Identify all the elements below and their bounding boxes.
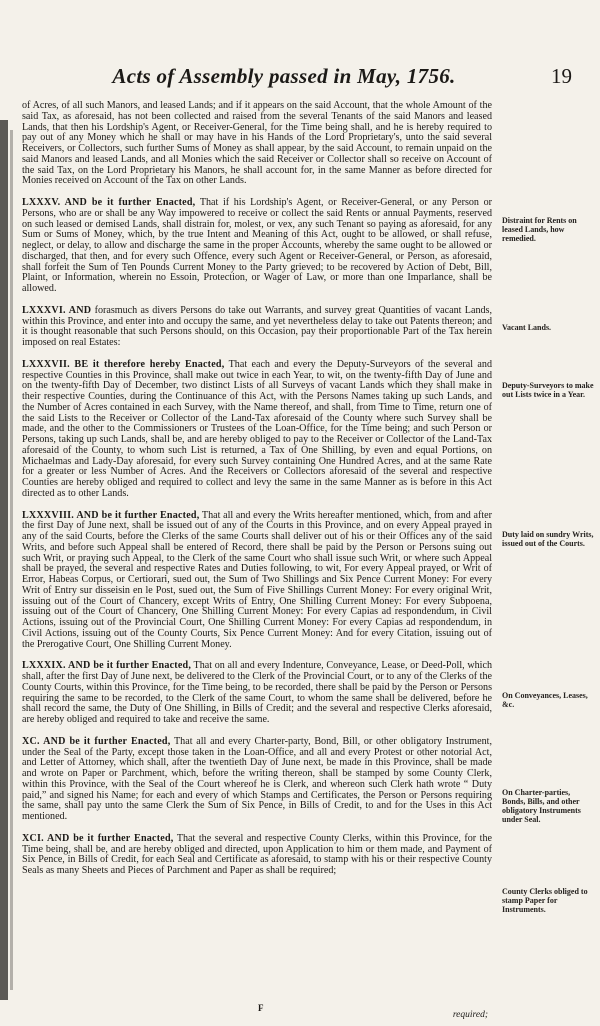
section-heading: XC. AND be it further Enacted,	[22, 735, 171, 747]
section-lxxxvi	[22, 306, 492, 349]
margin-note-county-clerks: County Clerks obliged to stamp Paper for Instruments.	[502, 887, 588, 914]
paragraph-text: That the several and respective County Clerks, within this Province, for the Time being, shall be, and are hereby obliged and directed, upon Application to him or them made, and Payment of Six Pence, in Bills of Credit, for each Seal and Certificate as aforesaid, to stamp with his or their respective County Seals as many Sheets and Pieces of Parchment and Paper as shall be required;	[22, 832, 493, 876]
paragraph-text: of Acres, of all such Manors, and leased Lands; and if it appears on the said Account, that the whole Amount of the said Tax, as aforesaid, has not been collected and raised from the several Tenants of the said Manors and leased Lands, that then his Lordship's Agent, or Receiver-General, for the Time being shall, and he is hereby required to pay out of any Money which he shall or may have in his Hands of the Lord Proprietary's, unto the said several Receivers, or Collectors, such further Sums of Money as shall appear, by the said Account, to remain unpaid on the said Manors and leased Lands, and all Monies which the said Receiver or Collector shall so receive on Account of the said Tax, on the Lord Proprietary his Manors, he shall account for, in the same Manner as before directed for Monies received on Account of the Tax on other Lands.	[22, 100, 492, 187]
section-lxxxix	[22, 661, 492, 726]
section-heading: XCI. AND be it further Enacted,	[22, 832, 174, 844]
paragraph-text: That all and every the Writs hereafter mentioned, which, from and after the first Day of June next, shall be issued out of any of the Courts in this Province, and on every Appeal prayed in any of the said Courts, before the Clerks of the same Courts shall deliver out of his or their Offices any of the said Writs, and before such Appeal shall be entered of Record, there shall be paid by the Person or Persons suing out such Writ, or praying such Appeal, to the Clerk of the same Court who shall issue such Writ, or where such Appeal shall be prayed, the several and respective Rates and Duties following, to wit, For every Appeal prayed, or Writ of Error, Habeas Corpus, or Certiorari, sued out, the Sum of Two Shillings and Six Pence Current Money: For every Writ of Entry sur disseisin en le Post, sued out, the Sum of Five Shillings Current Money: For every original Writ, issuing out of the Court of Chancery, except Writs of Entry, One Shilling Current Money: For every Subpoena, issuing out of the Court of Chancery, One Shilling Current Money: For every Capias ad respondendum, in Civil Actions, issuing out of the Provincial Court, One Shilling Current Money: For every Capias ad respondendum, in Civil Actions, issuing out of the County Courts, Six Pence Current Money: And for every Citation, issuing out of the Prerogative Court, One Shilling Current Money.	[22, 509, 492, 650]
section-heading: LXXXVIII. AND be it further Enacted,	[22, 509, 200, 521]
section-xc	[22, 737, 492, 823]
margin-note-writs: Duty laid on sundry Writs, issued out of the Courts.	[502, 530, 594, 548]
binding-shadow	[10, 130, 13, 990]
paragraph-text: forasmuch as divers Persons do take out Warrants, and survey great Quantities of vacant Lands, within this Province, and enter into and occupy the same, and yet nevertheless delay to take out Patents thereon; and it is thought reasonable that such Persons should, on this Occasion, pay their proportionable Part of the Tax herein imposed on real Estates:	[22, 304, 492, 348]
margin-note-vacant-lands: Vacant Lands.	[502, 323, 552, 332]
section-lxxxvii	[22, 360, 492, 500]
section-lxxxv	[22, 198, 492, 295]
margin-note-conveyances: On Conveyances, Leases, &c.	[502, 691, 588, 709]
running-title: Acts of Assembly passed in May, 1756.	[112, 64, 456, 88]
margin-note-charter-parties: On Charter-parties, Bonds, Bills, and other obligatory Instruments under Seal.	[502, 788, 581, 824]
section-xci	[22, 834, 492, 877]
paragraph-continuation	[22, 101, 492, 187]
signature-mark: F	[258, 1003, 264, 1013]
paragraph-text: That all and every Charter-party, Bond, Bill, or other obligatory Instrument, under the Seal of the Party, except those taken in the Loan-Office, and all and every Protest or other notorial Act, and Letter of Attorney, which shall, after the twentieth Day of June next, be made in this Province, shall be made and wrote on Paper or Parchment, which, before the writing thereon, shall be stamped by some County Clerk, within this Province, with the Seal of the Court whereof he is Clerk, and whereon such Clerk hath wrote “ Duty paid,” and signed his Name; for each and every of which Stamps and Certificates, the Person or Persons requiring the same, shall pay unto the same Clerk the Sum of Six Pence, in Bills of Credit, to and for the Uses in this Act mentioned.	[22, 735, 492, 822]
page-header	[30, 64, 590, 94]
main-text	[22, 101, 492, 877]
paragraph-text: That if his Lordship's Agent, or Receiver-General, or any Person or Persons, who are or shall be any Way impowered to receive or collect the said Rents or annual Payments, reserved on such leased or demised Lands, shall distrain for, molest, or vex, any such Tenant so paying as aforesaid, for any Sum or Sums of Money, which, by the true Intent and Meaning of this Act, ought to be allowed, or shall refuse, neglect, or delay, to allow and discharge the same in the proper Accounts, whereby the same ought to be allowed or discharged, that then, and for every such Offence, every such Agent or Receiver-General, or Person, as aforesaid, shall forfeit the Sum of Ten Pounds Current Money to the Party grieved; to be recovered by Action of Debt, Bill, Plaint, or Information, wherein no Essoin, Protection, or Wager of Law, or more than one Imparlance, shall be allowed.	[22, 197, 492, 294]
paragraph-text: That each and every the Deputy-Surveyors of the several and respective Counties in this Province, shall make out twice in each Year, to wit, on the twenty-fifth Day of June and on the twenty-fifth Day of December, two distinct Lists of all Surveys of vacant Lands which they shall make in their respective Counties, during the Continuance of this Act, with the Persons Names taking up such Lands, and the Number of Acres contained in each Survey, with the Name thereof, and shall, from Time to Time, return one of the said Lists to the Receiver or Collector of the Land-Tax aforesaid of the County where such Survey shall be made, and the other to the Commissioners or Trustees of the Loan-Office, for the Time being; and such Person or Persons, taking up such Lands, shall be, and are hereby obliged to pay to the Receiver or Collector of the Land-Tax aforesaid of the County, to whom such List is returned, a Tax of One Shilling, by even and equal Portions, on Michaelmas and Lady-Day aforesaid, for every such Survey containing One Hundred Acres, and at the same Rate for a greater or less Number of Acres. And the Receivers or Collectors aforesaid of the several and respective Counties are hereby obliged and required to collect and levy the same in the same Manner as is before in this Act directed as to other Lands.	[22, 358, 493, 499]
section-heading: LXXXVII. BE it therefore hereby Enacted,	[22, 358, 225, 370]
margin-note-deputy-surveyors: Deputy-Surveyors to make out Lists twice in a Year.	[502, 381, 594, 399]
section-heading: LXXXV. AND be it further Enacted,	[22, 197, 196, 208]
margin-note-distraint: Distraint for Rents on leased Lands, how remedied.	[502, 216, 577, 243]
page-number: 19	[551, 64, 572, 88]
section-heading: LXXXVI. AND	[22, 304, 92, 316]
section-heading: LXXXIX. AND be it further Enacted,	[22, 660, 192, 672]
paragraph-text: That on all and every Indenture, Conveyance, Lease, or Deed-Poll, which shall, after the first Day of June next, be delivered to the Clerk of the Provincial Court, or to any of the Clerks of the County Courts, within this Province, for the Time being, to be recorded, there shall be paid by the Person or Persons requiring the same to be recorded, to the Clerk of the same Court, to whom the same shall be delivered, before he shall record the same, the Duty of One Shilling, in Bills of Credit; and the several and respective Clerks aforesaid, are hereby obliged and required to take and receive the same.	[22, 660, 492, 725]
catchword: required;	[452, 1010, 488, 1020]
section-lxxxviii	[22, 511, 492, 651]
binding-edge	[0, 120, 8, 1000]
